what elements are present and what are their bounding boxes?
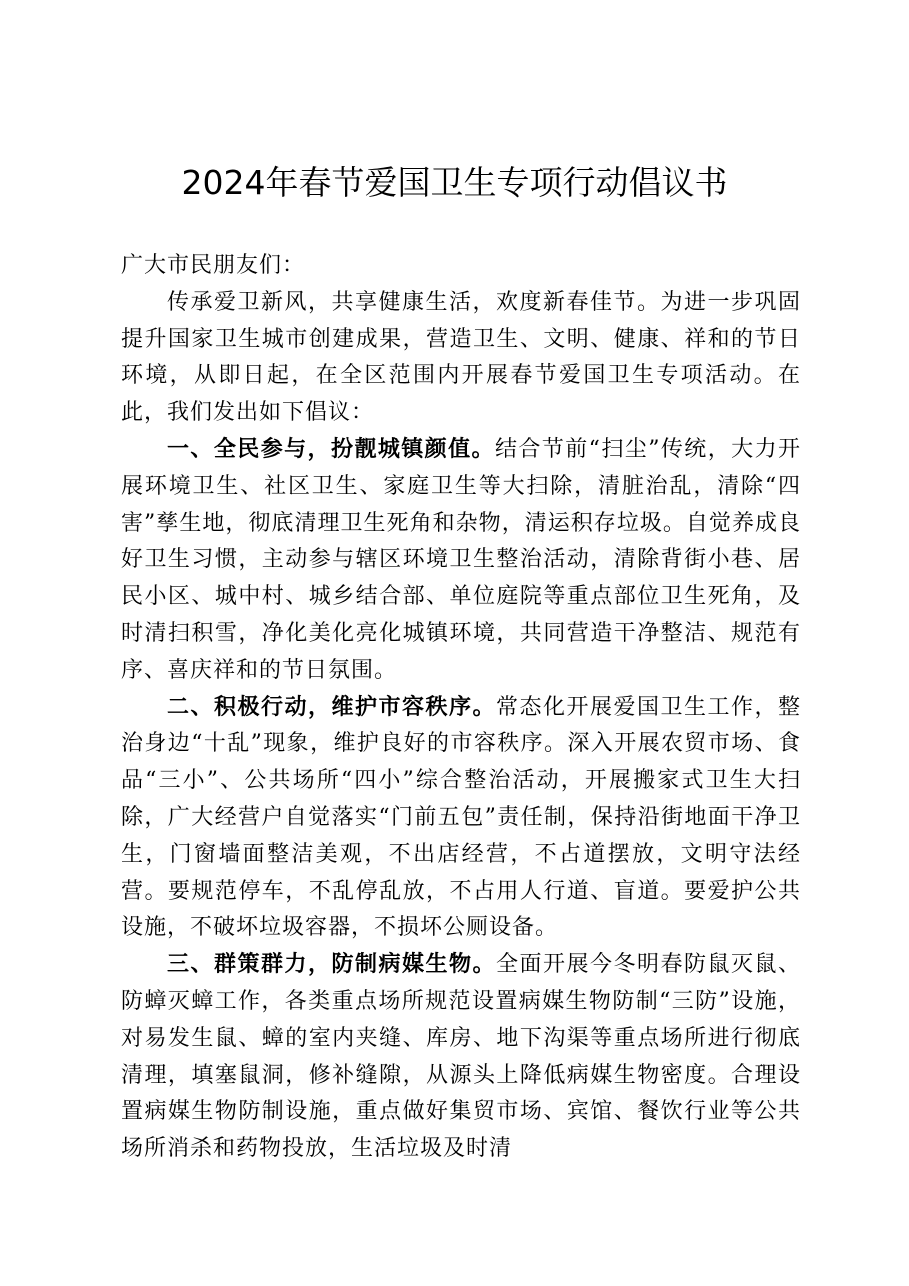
section-text-2: 常态化开展爱国卫生工作，整治身边“十乱”现象，维护良好的市容秩序。深入开展农贸市场、食品“三小”、公共场所“四小”综合整治活动，开展搬家式卫生大扫除，广大经营户自觉落实“门前五包”责任制，保持沿街地面干净卫生，门窗墙面整洁美观，不出店经营，不占道摆放，文明守法经营。要规范停车，不乱停乱放，不占用人行道、盲道。要爱护公共设施，不破坏垃圾容器，不损坏公厕设备。	[121, 694, 801, 941]
document-title: 2024年春节爱国卫生专项行动倡议书	[181, 163, 728, 202]
section-heading-2: 二、积极行动，维护市容秩序。	[167, 694, 496, 720]
intro-paragraph: 传承爱卫新风，共享健康生活，欢度新春佳节。为进一步巩固提升国家卫生城市创建成果，营造卫生、文明、健康、祥和的节日环境，从即日起，在全区范围内开展春节爱国卫生专项活动。在此，我们发出如下倡议：	[121, 289, 801, 426]
document-body	[121, 248, 801, 1168]
section-text-3: 全面开展今冬明春防鼠灭鼠、防蟑灭蟑工作，各类重点场所规范设置病媒生物防制“三防”设施，对易发生鼠、蟑的室内夹缝、库房、地下沟渠等重点场所进行彻底清理，填塞鼠洞，修补缝隙，从源头上降低病媒生物密度。合理设置病媒生物防制设施，重点做好集贸市场、宾馆、餐饮行业等公共场所消杀和药物投放，生活垃圾及时清	[121, 952, 801, 1162]
section-heading-3: 三、群策群力，防制病媒生物。	[167, 952, 496, 978]
section-heading-1: 一、全民参与，扮靓城镇颜值。	[167, 436, 495, 462]
section-paragraph-3	[121, 947, 801, 1168]
salutation: 广大市民朋友们：	[121, 253, 306, 278]
section-paragraph-2	[121, 690, 801, 948]
section-paragraph-1	[121, 432, 801, 690]
section-text-1: 结合节前“扫尘”传统，大力开展环境卫生、社区卫生、家庭卫生等大扫除，清脏治乱，清除“四害”孳生地，彻底清理卫生死角和杂物，清运积存垃圾。自觉养成良好卫生习惯，主动参与辖区环境卫生整治活动，清除背街小巷、居民小区、城中村、城乡结合部、单位庭院等重点部位卫生死角，及时清扫积雪，净化美化亮化城镇环境，共同营造干净整洁、规范有序、喜庆祥和的节日氛围。	[121, 436, 801, 683]
